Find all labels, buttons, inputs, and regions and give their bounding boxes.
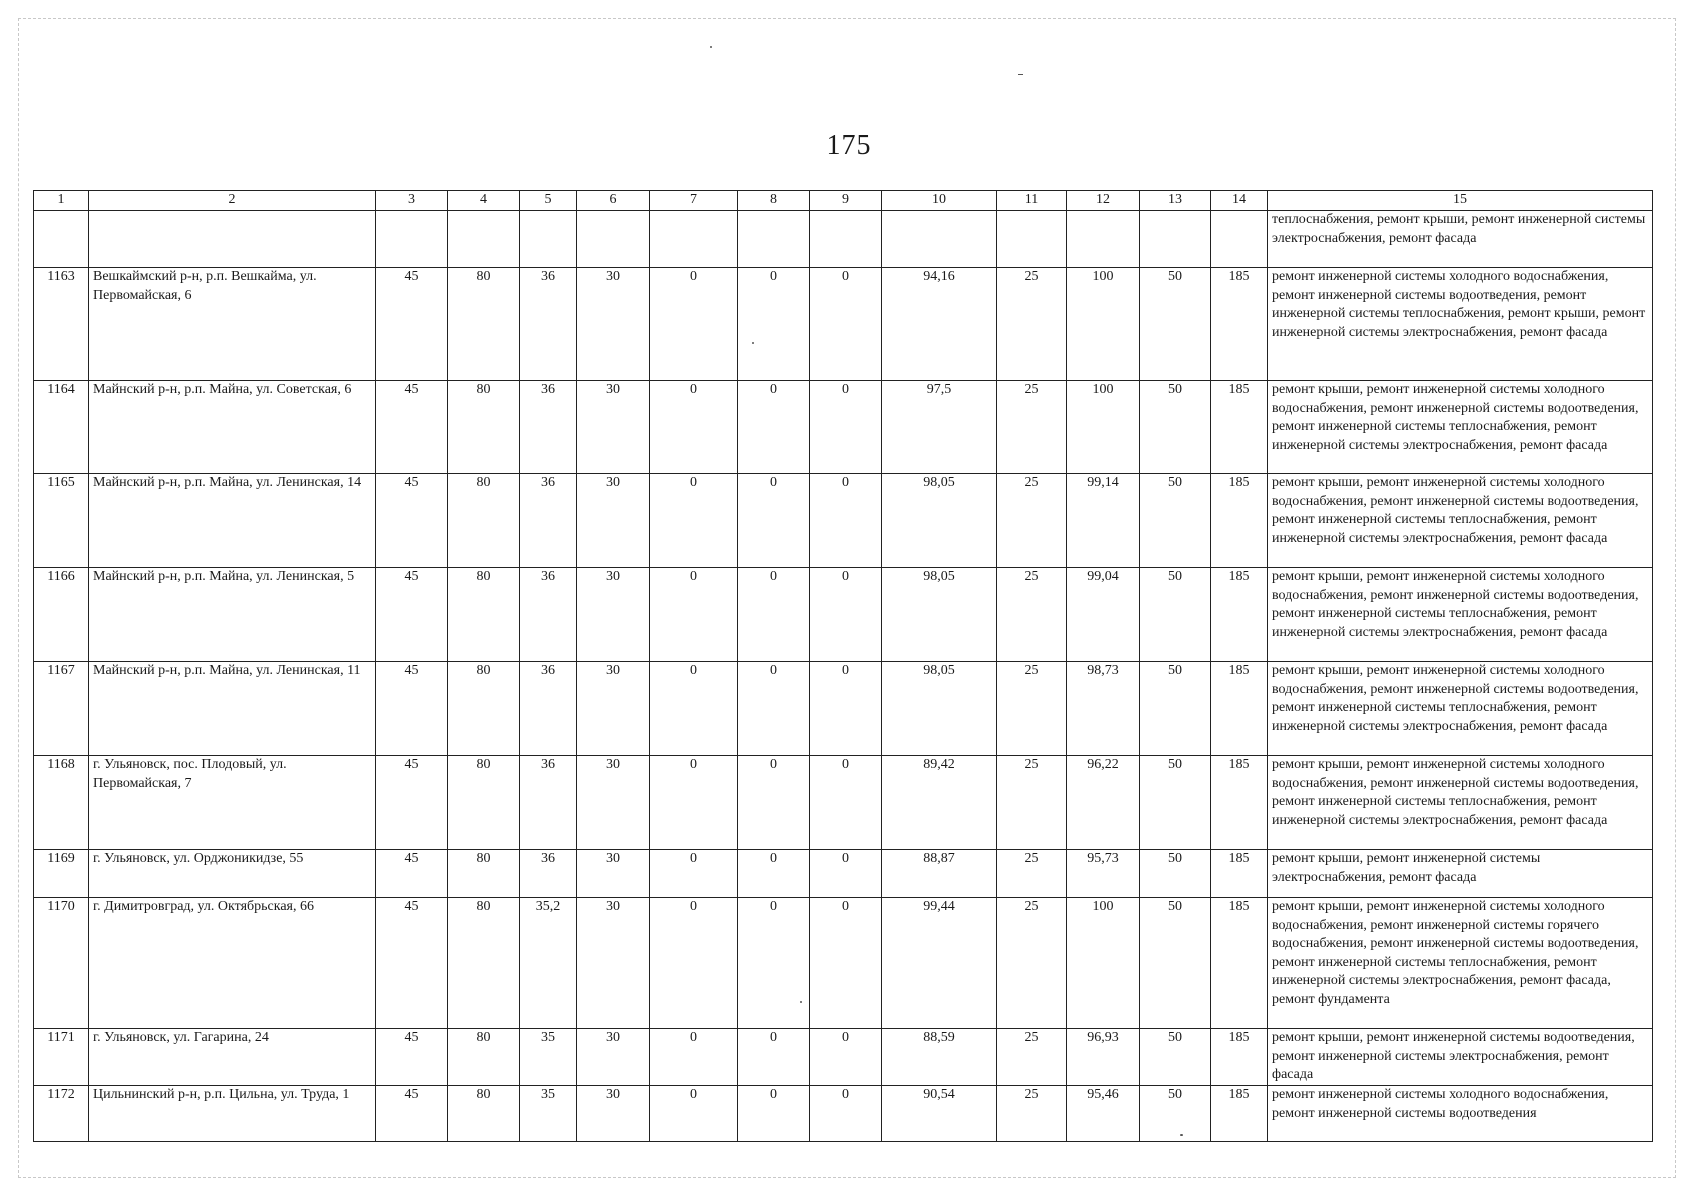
value-cell: 50	[1140, 381, 1211, 474]
value-cell: 30	[577, 850, 650, 898]
value-cell: 0	[810, 756, 882, 850]
value-cell: 0	[738, 1086, 810, 1142]
value-cell: 0	[738, 268, 810, 381]
value-cell: 25	[997, 662, 1067, 756]
row-number-cell: 1170	[34, 898, 89, 1029]
table-row	[34, 568, 1653, 662]
row-number-cell: 1167	[34, 662, 89, 756]
empty-cell	[1067, 211, 1140, 268]
value-cell: 98,05	[882, 662, 997, 756]
value-cell: 36	[520, 756, 577, 850]
empty-cell	[1140, 211, 1211, 268]
value-cell: 45	[376, 381, 448, 474]
value-cell: 0	[738, 568, 810, 662]
address-cell: Цильнинский р-н, р.п. Цильна, ул. Труда, 1	[89, 1086, 376, 1142]
value-cell: 185	[1211, 850, 1268, 898]
value-cell: 0	[810, 850, 882, 898]
empty-cell	[376, 211, 448, 268]
value-cell: 80	[448, 1086, 520, 1142]
column-header: 13	[1140, 191, 1211, 211]
value-cell: 30	[577, 662, 650, 756]
value-cell: 30	[577, 756, 650, 850]
value-cell: 0	[810, 268, 882, 381]
value-cell: 35,2	[520, 898, 577, 1029]
value-cell: 30	[577, 474, 650, 568]
value-cell: 185	[1211, 1029, 1268, 1086]
value-cell: 185	[1211, 474, 1268, 568]
value-cell: 30	[577, 1029, 650, 1086]
value-cell: 95,73	[1067, 850, 1140, 898]
works-cell: ремонт крыши, ремонт инженерной системы холодного водоснабжения, ремонт инженерной системы водоотведения, ремонт инженерной системы теплоснабжения, ремонт инженерной системы электроснабжения, ремонт фасада	[1268, 381, 1653, 474]
column-header: 7	[650, 191, 738, 211]
column-header: 4	[448, 191, 520, 211]
value-cell: 50	[1140, 662, 1211, 756]
table-row	[34, 1029, 1653, 1086]
value-cell: 45	[376, 1086, 448, 1142]
address-cell: Майнский р-н, р.п. Майна, ул. Советская, 6	[89, 381, 376, 474]
column-header-row	[34, 191, 1653, 211]
row-number-cell: 1171	[34, 1029, 89, 1086]
empty-cell	[1211, 211, 1268, 268]
value-cell: 25	[997, 756, 1067, 850]
value-cell: 89,42	[882, 756, 997, 850]
works-cell: ремонт крыши, ремонт инженерной системы холодного водоснабжения, ремонт инженерной системы водоотведения, ремонт инженерной системы теплоснабжения, ремонт инженерной системы электроснабжения, ремонт фасада	[1268, 662, 1653, 756]
empty-cell	[810, 211, 882, 268]
value-cell: 25	[997, 268, 1067, 381]
works-cell: ремонт крыши, ремонт инженерной системы электроснабжения, ремонт фасада	[1268, 850, 1653, 898]
value-cell: 80	[448, 756, 520, 850]
value-cell: 185	[1211, 662, 1268, 756]
value-cell: 80	[448, 850, 520, 898]
table-row	[34, 756, 1653, 850]
value-cell: 25	[997, 474, 1067, 568]
value-cell: 0	[650, 850, 738, 898]
value-cell: 80	[448, 568, 520, 662]
value-cell: 50	[1140, 898, 1211, 1029]
works-cell: ремонт крыши, ремонт инженерной системы водоотведения, ремонт инженерной системы электроснабжения, ремонт фасада	[1268, 1029, 1653, 1086]
value-cell: 88,87	[882, 850, 997, 898]
address-cell: Майнский р-н, р.п. Майна, ул. Ленинская, 11	[89, 662, 376, 756]
value-cell: 35	[520, 1029, 577, 1086]
value-cell: 36	[520, 662, 577, 756]
value-cell: 99,04	[1067, 568, 1140, 662]
value-cell: 80	[448, 381, 520, 474]
column-header: 2	[89, 191, 376, 211]
value-cell: 96,22	[1067, 756, 1140, 850]
address-cell: Майнский р-н, р.п. Майна, ул. Ленинская, 5	[89, 568, 376, 662]
address-cell: г. Димитровград, ул. Октябрьская, 66	[89, 898, 376, 1029]
value-cell: 45	[376, 662, 448, 756]
value-cell: 0	[810, 381, 882, 474]
empty-cell	[997, 211, 1067, 268]
value-cell: 0	[810, 1029, 882, 1086]
value-cell: 0	[738, 850, 810, 898]
column-header: 10	[882, 191, 997, 211]
value-cell: 100	[1067, 381, 1140, 474]
address-cell: Майнский р-н, р.п. Майна, ул. Ленинская, 14	[89, 474, 376, 568]
value-cell: 36	[520, 568, 577, 662]
row-number-cell: 1169	[34, 850, 89, 898]
row-number-cell: 1168	[34, 756, 89, 850]
address-cell: г. Ульяновск, пос. Плодовый, ул. Первомайская, 7	[89, 756, 376, 850]
value-cell: 25	[997, 1086, 1067, 1142]
value-cell: 0	[810, 898, 882, 1029]
value-cell: 0	[810, 662, 882, 756]
value-cell: 50	[1140, 756, 1211, 850]
value-cell: 0	[738, 381, 810, 474]
empty-cell	[882, 211, 997, 268]
value-cell: 90,54	[882, 1086, 997, 1142]
value-cell: 36	[520, 268, 577, 381]
empty-cell	[650, 211, 738, 268]
column-header: 3	[376, 191, 448, 211]
row-number-cell: 1163	[34, 268, 89, 381]
value-cell: 36	[520, 474, 577, 568]
value-cell: 80	[448, 1029, 520, 1086]
column-header: 5	[520, 191, 577, 211]
value-cell: 0	[738, 1029, 810, 1086]
value-cell: 45	[376, 268, 448, 381]
value-cell: 45	[376, 568, 448, 662]
value-cell: 97,5	[882, 381, 997, 474]
value-cell: 36	[520, 381, 577, 474]
value-cell: 80	[448, 474, 520, 568]
value-cell: 96,93	[1067, 1029, 1140, 1086]
empty-cell	[738, 211, 810, 268]
value-cell: 98,05	[882, 568, 997, 662]
column-header: 11	[997, 191, 1067, 211]
value-cell: 35	[520, 1086, 577, 1142]
continuation-row	[34, 211, 1653, 268]
value-cell: 0	[650, 1029, 738, 1086]
value-cell: 0	[738, 898, 810, 1029]
works-cell: теплоснабжения, ремонт крыши, ремонт инженерной системы электроснабжения, ремонт фасада	[1268, 211, 1653, 268]
value-cell: 25	[997, 898, 1067, 1029]
value-cell: 98,05	[882, 474, 997, 568]
value-cell: 30	[577, 568, 650, 662]
value-cell: 185	[1211, 268, 1268, 381]
value-cell: 50	[1140, 1086, 1211, 1142]
value-cell: 95,46	[1067, 1086, 1140, 1142]
value-cell: 0	[650, 381, 738, 474]
value-cell: 0	[650, 756, 738, 850]
value-cell: 185	[1211, 568, 1268, 662]
value-cell: 0	[650, 474, 738, 568]
works-cell: ремонт инженерной системы холодного водоснабжения, ремонт инженерной системы водоотведения	[1268, 1086, 1653, 1142]
value-cell: 185	[1211, 381, 1268, 474]
row-number-cell: 1172	[34, 1086, 89, 1142]
table-row	[34, 1086, 1653, 1142]
value-cell: 0	[810, 1086, 882, 1142]
column-header: 9	[810, 191, 882, 211]
page-number: 175	[826, 130, 872, 161]
works-cell: ремонт крыши, ремонт инженерной системы холодного водоснабжения, ремонт инженерной системы водоотведения, ремонт инженерной системы теплоснабжения, ремонт инженерной системы электроснабжения, ремонт фасада	[1268, 568, 1653, 662]
value-cell: 45	[376, 474, 448, 568]
value-cell: 0	[650, 898, 738, 1029]
value-cell: 30	[577, 268, 650, 381]
works-cell: ремонт крыши, ремонт инженерной системы холодного водоснабжения, ремонт инженерной системы горячего водоснабжения, ремонт инженерной системы водоотведения, ремонт инженерной системы теплоснабжения, ремонт инженерной системы электроснабжения, ремонт фасада, ремонт фундамента	[1268, 898, 1653, 1029]
value-cell: 100	[1067, 898, 1140, 1029]
value-cell: 99,44	[882, 898, 997, 1029]
value-cell: 25	[997, 568, 1067, 662]
value-cell: 185	[1211, 1086, 1268, 1142]
value-cell: 0	[738, 756, 810, 850]
value-cell: 0	[810, 474, 882, 568]
works-cell: ремонт крыши, ремонт инженерной системы холодного водоснабжения, ремонт инженерной системы водоотведения, ремонт инженерной системы теплоснабжения, ремонт инженерной системы электроснабжения, ремонт фасада	[1268, 756, 1653, 850]
value-cell: 45	[376, 850, 448, 898]
value-cell: 88,59	[882, 1029, 997, 1086]
table-row	[34, 662, 1653, 756]
value-cell: 99,14	[1067, 474, 1140, 568]
scan-speck	[710, 46, 712, 48]
column-header: 15	[1268, 191, 1653, 211]
value-cell: 45	[376, 898, 448, 1029]
row-number-cell: 1164	[34, 381, 89, 474]
value-cell: 25	[997, 850, 1067, 898]
table-row	[34, 898, 1653, 1029]
works-cell: ремонт инженерной системы холодного водоснабжения, ремонт инженерной системы водоотведения, ремонт инженерной системы теплоснабжения, ремонт крыши, ремонт инженерной системы электроснабжения, ремонт фасада	[1268, 268, 1653, 381]
empty-cell	[448, 211, 520, 268]
empty-cell	[89, 211, 376, 268]
scan-speck	[1018, 74, 1023, 75]
value-cell: 80	[448, 898, 520, 1029]
table-row	[34, 474, 1653, 568]
value-cell: 50	[1140, 474, 1211, 568]
value-cell: 50	[1140, 850, 1211, 898]
address-cell: г. Ульяновск, ул. Гагарина, 24	[89, 1029, 376, 1086]
value-cell: 80	[448, 662, 520, 756]
address-cell: Вешкаймский р-н, р.п. Вешкайма, ул. Первомайская, 6	[89, 268, 376, 381]
address-cell: г. Ульяновск, ул. Орджоникидзе, 55	[89, 850, 376, 898]
value-cell: 0	[738, 474, 810, 568]
row-number-cell: 1166	[34, 568, 89, 662]
value-cell: 50	[1140, 268, 1211, 381]
value-cell: 0	[650, 268, 738, 381]
value-cell: 0	[810, 568, 882, 662]
table-row	[34, 268, 1653, 381]
table-row	[34, 850, 1653, 898]
value-cell: 185	[1211, 898, 1268, 1029]
data-table	[33, 190, 1653, 1142]
value-cell: 94,16	[882, 268, 997, 381]
column-header: 12	[1067, 191, 1140, 211]
value-cell: 50	[1140, 568, 1211, 662]
value-cell: 30	[577, 898, 650, 1029]
value-cell: 45	[376, 756, 448, 850]
value-cell: 0	[738, 662, 810, 756]
row-number-cell: 1165	[34, 474, 89, 568]
column-header: 1	[34, 191, 89, 211]
empty-cell	[520, 211, 577, 268]
works-cell: ремонт крыши, ремонт инженерной системы холодного водоснабжения, ремонт инженерной системы водоотведения, ремонт инженерной системы теплоснабжения, ремонт инженерной системы электроснабжения, ремонт фасада	[1268, 474, 1653, 568]
value-cell: 100	[1067, 268, 1140, 381]
value-cell: 25	[997, 1029, 1067, 1086]
column-header: 14	[1211, 191, 1268, 211]
value-cell: 30	[577, 1086, 650, 1142]
value-cell: 36	[520, 850, 577, 898]
value-cell: 98,73	[1067, 662, 1140, 756]
value-cell: 80	[448, 268, 520, 381]
empty-cell	[34, 211, 89, 268]
value-cell: 0	[650, 662, 738, 756]
value-cell: 0	[650, 1086, 738, 1142]
column-header: 6	[577, 191, 650, 211]
value-cell: 185	[1211, 756, 1268, 850]
column-header: 8	[738, 191, 810, 211]
empty-cell	[577, 211, 650, 268]
value-cell: 50	[1140, 1029, 1211, 1086]
value-cell: 0	[650, 568, 738, 662]
value-cell: 45	[376, 1029, 448, 1086]
table-row	[34, 381, 1653, 474]
value-cell: 25	[997, 381, 1067, 474]
value-cell: 30	[577, 381, 650, 474]
